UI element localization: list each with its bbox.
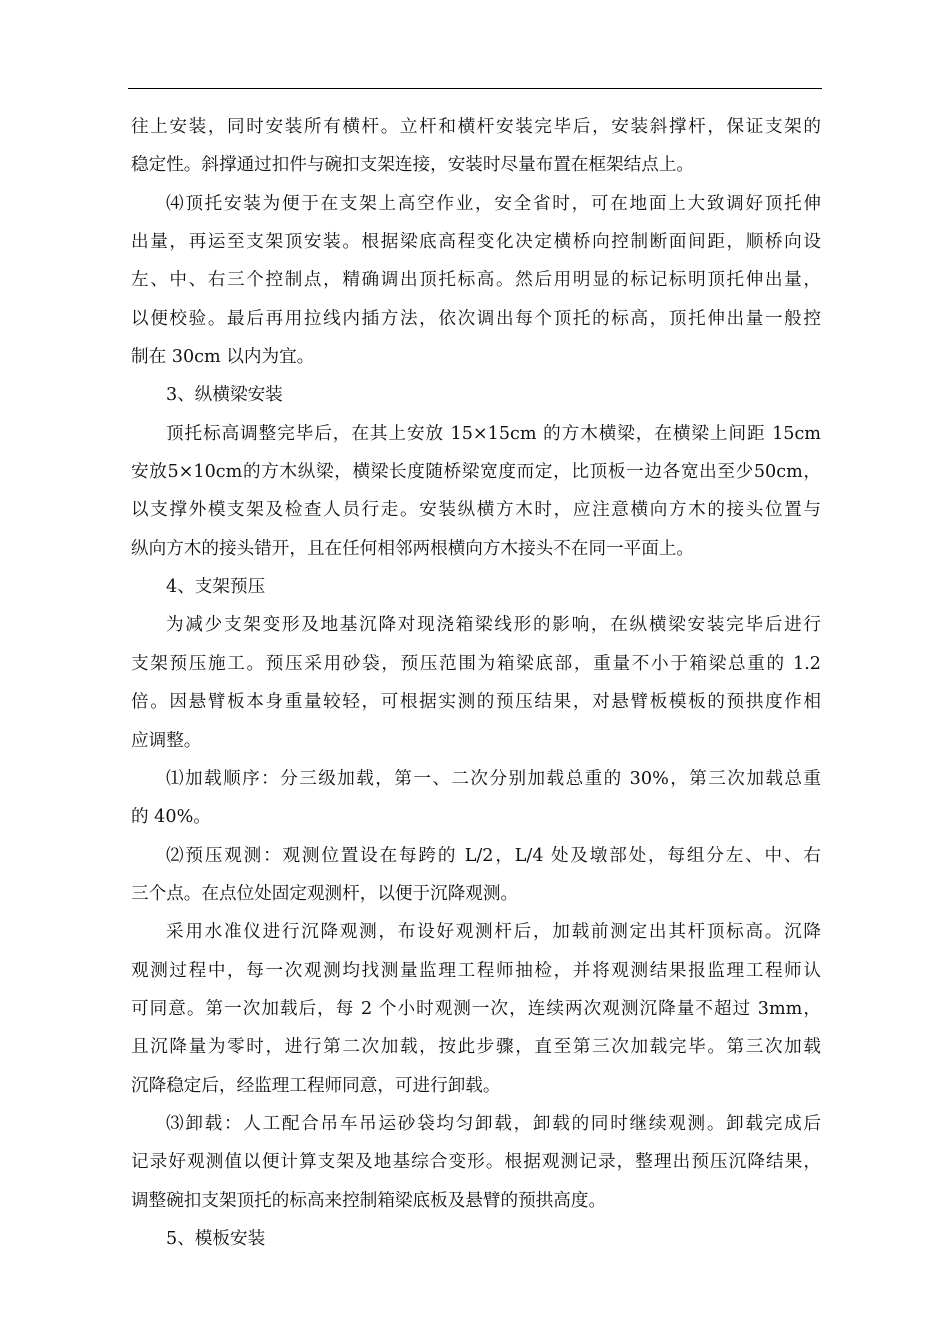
text-line: 往上安装，同时安装所有横杆。立杆和横杆安装完毕后，安装斜撑杆，保证支架的	[131, 117, 821, 137]
text-line: ⑴加载顺序：分三级加载，第一、二次分别加载总重的 30%，第三次加载总重	[166, 768, 821, 789]
text-line: 采用水准仪进行沉降观测，布设好观测杆后，加载前测定出其杆顶标高。沉降	[166, 922, 821, 943]
text-line: 可同意。第一次加载后，每 2 个小时观测一次，连续两次观测沉降量不超过 3mm，	[131, 998, 821, 1019]
text-line: 的 40%。	[131, 807, 211, 828]
text-line: 以支撑外模支架及检查人员行走。安装纵横方木时，应注意横向方木的接头位置与	[131, 500, 821, 521]
text-line: 且沉降量为零时，进行第二次加载，按此步骤，直至第三次加载完毕。第三次加载	[131, 1037, 821, 1058]
text-line: 沉降稳定后，经监理工程师同意，可进行卸载。	[131, 1075, 501, 1096]
text-line: ⑵预压观测：观测位置设在每跨的 L/2，L/4 处及墩部处，每组分左、中、右	[166, 845, 821, 866]
text-line: 以便校验。最后再用拉线内插方法，依次调出每个顶托的标高，顶托伸出量一般控	[131, 308, 821, 329]
text-line: 制在 30cm 以内为宜。	[131, 347, 315, 368]
header-rule	[128, 88, 822, 89]
text-line: 纵向方木的接头错开，且在任何相邻两根横向方木接头不在同一平面上。	[131, 538, 695, 559]
text-line: 调整碗扣支架顶托的标高来控制箱梁底板及悬臂的预拱高度。	[131, 1190, 607, 1211]
text-line: ⑶卸载：人工配合吊车吊运砂袋均匀卸载，卸载的同时继续观测。卸载完成后	[166, 1113, 821, 1134]
text-line: ⑷顶托安装为便于在支架上高空作业，安全省时，可在地面上大致调好顶托伸	[166, 193, 821, 214]
text-line: 稳定性。斜撑通过扣件与碗扣支架连接，安装时尽量布置在框架结点上。	[131, 155, 695, 176]
text-line: 左、中、右三个控制点，精确调出顶托标高。然后用明显的标记标明顶托伸出量，	[131, 270, 821, 291]
text-line: 倍。因悬臂板本身重量较轻，可根据实测的预压结果，对悬臂板模板的预拱度作相	[131, 692, 821, 713]
text-line: 应调整。	[131, 730, 202, 751]
text-line: 三个点。在点位处固定观测杆，以便于沉降观测。	[131, 883, 519, 904]
section-heading: 3、纵横梁安装	[166, 385, 283, 406]
text-line: 为减少支架变形及地基沉降对现浇箱梁线形的影响，在纵横梁安装完毕后进行	[166, 615, 821, 636]
text-line: 出量，再运至支架顶安装。根据梁底高程变化决定横桥向控制断面间距，顺桥向设	[131, 232, 821, 253]
text-line: 顶托标高调整完毕后，在其上安放 15×15cm 的方木横梁，在横梁上间距 15cm	[166, 423, 821, 444]
section-heading: 5、模板安装	[166, 1228, 266, 1249]
text-line: 支架预压施工。预压采用砂袋，预压范围为箱梁底部，重量不小于箱梁总重的 1.2	[131, 653, 821, 674]
section-heading: 4、支架预压	[166, 577, 266, 598]
text-line: 观测过程中，每一次观测均找测量监理工程师抽检，并将观测结果报监理工程师认	[131, 960, 821, 981]
document-body	[131, 108, 821, 1258]
text-line: 安放5×10cm的方木纵梁，横梁长度随桥梁宽度而定，比顶板一边各宽出至少50cm，	[131, 462, 821, 483]
text-line: 记录好观测值以便计算支架及地基综合变形。根据观测记录，整理出预压沉降结果，	[131, 1152, 821, 1173]
